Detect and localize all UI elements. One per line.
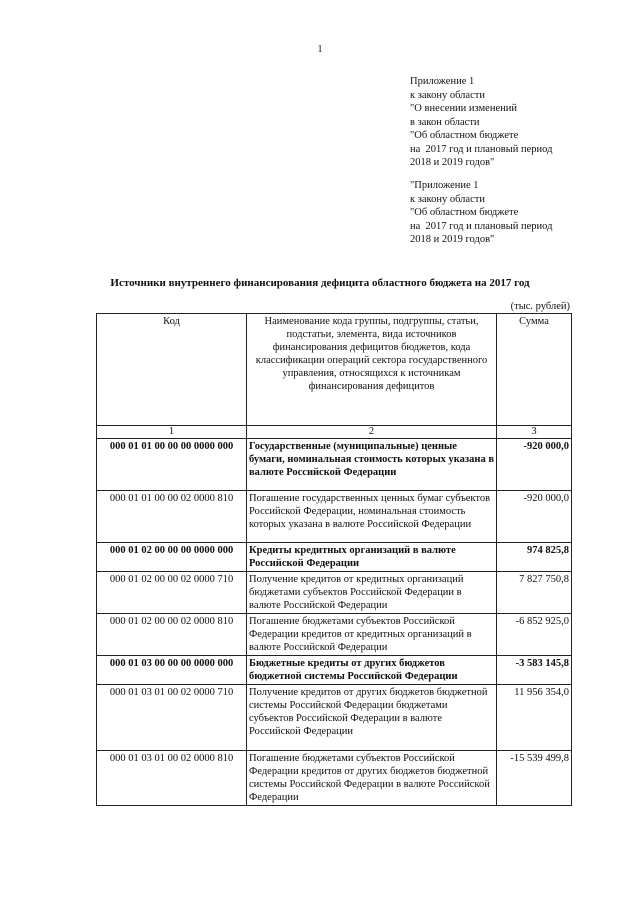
- table-header-row: [97, 314, 572, 426]
- table-row: [97, 543, 572, 572]
- row-name: Погашение бюджетами субъектов Российской Федерации кредитов от других бюджетов бюджетной системы Российской Федерации в валюте Российской Федерации: [247, 751, 497, 806]
- row-code: 000 01 02 00 00 02 0000 710: [97, 572, 247, 614]
- row-amount: -15 539 499,8: [497, 751, 572, 806]
- appendix-current-note: Приложение 1 к закону области "О внесении изменений в закон области "Об областном бюджете на 2017 год и плановый период 2018 и 2019 годов": [410, 76, 553, 168]
- table-row: [97, 751, 572, 806]
- header-name: Наименование кода группы, подгруппы, статьи, подстатьи, элемента, вида источников финансирования дефицитов бюджетов, кода классификации операций сектора государственного управления, относящихся к источникам финансирования дефицитов: [247, 314, 497, 426]
- row-amount: 974 825,8: [497, 543, 572, 572]
- row-name: Получение кредитов от других бюджетов бюджетной системы Российской Федерации бюджетами субъектов Российской Федерации в валюте Российской Федерации: [247, 685, 497, 751]
- appendix-original-note: "Приложение 1 к закону области "Об областном бюджете на 2017 год и плановый период 2018 и 2019 годов": [410, 180, 553, 245]
- row-amount: -920 000,0: [497, 439, 572, 491]
- header-amount: Сумма: [497, 314, 572, 426]
- table-row: [97, 685, 572, 751]
- table-row: [97, 491, 572, 543]
- row-name: Погашение государственных ценных бумаг субъектов Российской Федерации, номинальная стоимость которых указана в валюте Российской Федерации: [247, 491, 497, 543]
- page-number: 1: [317, 44, 323, 55]
- units-label: (тыс. рублей): [510, 301, 570, 312]
- row-code: 000 01 01 00 00 00 0000 000: [97, 439, 247, 491]
- row-amount: -920 000,0: [497, 491, 572, 543]
- column-number-3: 3: [497, 426, 572, 439]
- column-number-row: [97, 426, 572, 439]
- document-title: Источники внутреннего финансирования дефицита областного бюджета на 2017 год: [110, 277, 530, 289]
- row-amount: 7 827 750,8: [497, 572, 572, 614]
- row-name: Государственные (муниципальные) ценные бумаги, номинальная стоимость которых указана в валюте Российской Федерации: [247, 439, 497, 491]
- row-name: Бюджетные кредиты от других бюджетов бюджетной системы Российской Федерации: [247, 656, 497, 685]
- row-code: 000 01 02 00 00 02 0000 810: [97, 614, 247, 656]
- row-code: 000 01 01 00 00 02 0000 810: [97, 491, 247, 543]
- column-number-2: 2: [247, 426, 497, 439]
- row-name: Получение кредитов от кредитных организаций бюджетами субъектов Российской Федерации в валюте Российской Федерации: [247, 572, 497, 614]
- header-code: Код: [97, 314, 247, 426]
- financing-sources-table: [96, 313, 572, 806]
- table-row: [97, 614, 572, 656]
- row-name: Погашение бюджетами субъектов Российской Федерации кредитов от кредитных организаций в валюте Российской Федерации: [247, 614, 497, 656]
- row-amount: -3 583 145,8: [497, 656, 572, 685]
- row-code: 000 01 03 00 00 00 0000 000: [97, 656, 247, 685]
- row-amount: 11 956 354,0: [497, 685, 572, 751]
- table-body: [97, 439, 572, 806]
- table-row: [97, 656, 572, 685]
- row-code: 000 01 02 00 00 00 0000 000: [97, 543, 247, 572]
- column-number-1: 1: [97, 426, 247, 439]
- row-code: 000 01 03 01 00 02 0000 810: [97, 751, 247, 806]
- table-row: [97, 439, 572, 491]
- row-code: 000 01 03 01 00 02 0000 710: [97, 685, 247, 751]
- row-name: Кредиты кредитных организаций в валюте Российской Федерации: [247, 543, 497, 572]
- table-row: [97, 572, 572, 614]
- row-amount: -6 852 925,0: [497, 614, 572, 656]
